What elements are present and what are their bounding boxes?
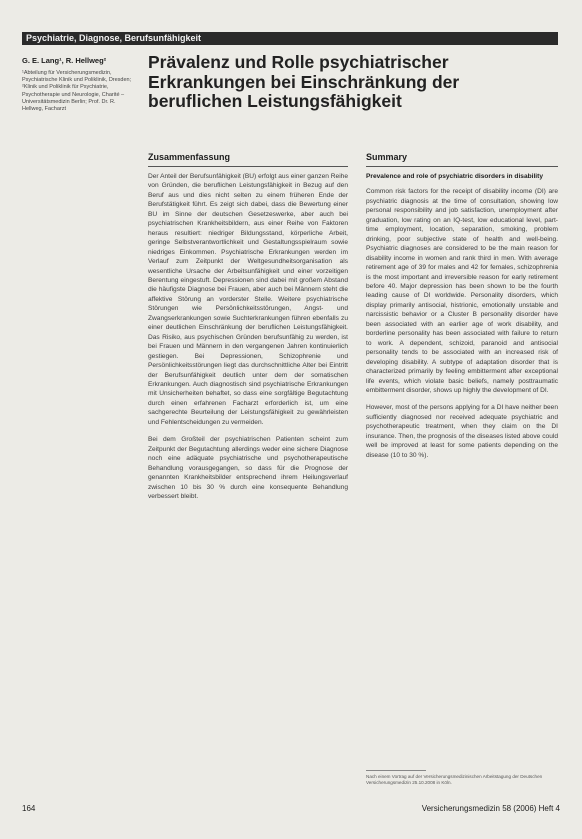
- footnote-rule: [366, 770, 426, 771]
- summary-paragraph-2: However, most of the persons applying for a DI have neither been sufficiently diagnosed nor received adequate psychiatric and psychotherapeutic treatment, when they claim on the DI insurance. Then, the prognosis of the diseases listed above could well be improved at least for some patients depending on the disease (10 to 30 %).: [366, 404, 558, 459]
- zusammenfassung-rule: [148, 166, 348, 167]
- zusammenfassung-heading: Zusammenfassung: [148, 152, 231, 162]
- zusammenfassung-paragraph-1: Der Anteil der Berufsunfähigkeit (BU) erfolgt aus einer ganzen Reihe von Gründen, die beruflichen Leistungsfähigkeit in Bezug auf den Beruf aus und dies nicht selten zu einem früheren Ende der Berufstätigkeit führt. Es zeigt sich dabei, dass die Bewertung einer BU im Sinne der deutschen Gesetzeswerke, aber auch bei psychiatrischen Krankheitsbildern, aus einer Reihe von Faktoren heraus resultiert: niedriger Bildungsstand, körperliche Arbeit, geringe Selbstverantwortlichkeit und Gestaltungsspielraum sowie niedriges Einkommen. Psychiatrische Erkrankungen werden im Verlauf zum Zeitpunkt der Weltgesundheitsorganisation als wesentliche Ursache der Arbeitsunfähigkeit und einer vorzeitigen Berentung eingestuft. Depressionen sind dabei mit großem Abstand die häufigste Diagnose bei Frauen, aber auch bei Männern steht die affektive Störung an vorderster Stelle. Weitere psychiatrische Störungen wie Persönlichkeitsstörungen, Angst- und Zwangserkrankungen sowie Suchterkrankungen führen ebenfalls zu einer deutlichen Einschränkung der beruflichen Leistungsfähigkeit. Das Risiko, aus psychischen Gründen berufsunfähig zu werden, ist bei Frauen und Männern in den vergangenen Jahren kontinuierlich gestiegen. Bei Depressionen, Schizophrenie und Persönlichkeitsstörungen liegt das durchschnittliche Alter bei Eintritt der Berufsunfähigkeit deutlich unter dem der somatischen Erkrankungen. Auch diagnostisch sind psychiatrische Erkrankungen mit Unsicherheiten behaftet, so dass eine sorgfältige Begutachtung durch einen erfahrenen Facharzt erforderlich ist, um eine sachgerechte Beurteilung der Leistungsfähigkeit zu gewährleisten und Fehlentscheidungen zu vermeiden.: [148, 173, 348, 426]
- summary-paragraph-1: Common risk factors for the receipt of disability income (DI) are psychiatric diagnosis at the time of consultation, showing low personal responsibility and job satisfaction, unemployment after graduation, low rating on an IQ-test, low educational level, part-time employment, location, separation, smoking, problem drinking, poor subjective state of health and well-being. Psychiatric diagnoses are considered to be the main reason for disability income in women and rank third in men. With average retirement age of 39 for males and 42 for females, schizophrenia is the most important and irreversible reason for early retirement before 40. Major depression has been shown to be the fourth leading cause of DI worldwide. Personality disorders, which display primarily antisocial, histrionic, emotionally unstable and narcissistic behavior or a Cluster B personality disorder have been associated with an earlier age of work disability, and borderline personality has been associated with failure to return to work. A dependent, schizoid, paranoid and antisocial personality tends to be associated with an increased risk of developing disability. A subtype of adaptation disorder that is characterized primarily by feeling embitterment after exceptional life events, which violate basic beliefs, namely posttraumatic embitterment disorder, shows up highly the development of DI.: [366, 188, 558, 394]
- summary-subheading: Prevalence and role of psychiatric disorders in disability: [366, 173, 543, 180]
- zusammenfassung-paragraph-2: Bei dem Großteil der psychiatrischen Patienten scheint zum Zeitpunkt der Begutachtung allerdings weder eine sichere Diagnose noch eine adäquate psychiatrische und psychotherapeutische Behandlung vorausgegangen, so dass für die Prognose der genannten Krankheitsbilder entsprechend ihrem Heilungsverlauf zwischen 10 bis 30 % durch eine konsequente Behandlung verbessert bleibt.: [148, 436, 348, 500]
- summary-column: [366, 172, 558, 460]
- summary-rule: [366, 166, 558, 167]
- summary-heading: Summary: [366, 152, 408, 162]
- journal-citation: Versicherungsmedizin 58 (2006) Heft 4: [421, 804, 560, 813]
- author-affiliations: ¹Abteilung für Versicherungsmedizin, Psychiatrische Klinik und Poliklinik, Dresden; ²Klinik und Poliklinik für Psychiatrie, Psychotherapie und Neurologie, Charité – Universitätsmedizin Berlin; Prof. Dr. R. Hellweg, Facharzt: [22, 70, 132, 113]
- zusammenfassung-column: [148, 172, 348, 501]
- author-names: G. E. Lang¹, R. Hellweg²: [22, 56, 107, 65]
- section-header-bar: Psychiatrie, Diagnose, Berufsunfähigkeit: [22, 32, 558, 45]
- footnote-text: Nach einem Vortrag auf der Versicherungsmedizinischen Arbeitstagung der Deutschen Versicherungsmedizin 25.10.2008 in Köln.: [366, 774, 543, 785]
- article-title: Prävalenz und Rolle psychiatrischer Erkrankungen bei Einschränkung der beruflichen Leistungsfähigkeit: [148, 52, 460, 111]
- page-number: 164: [22, 804, 36, 813]
